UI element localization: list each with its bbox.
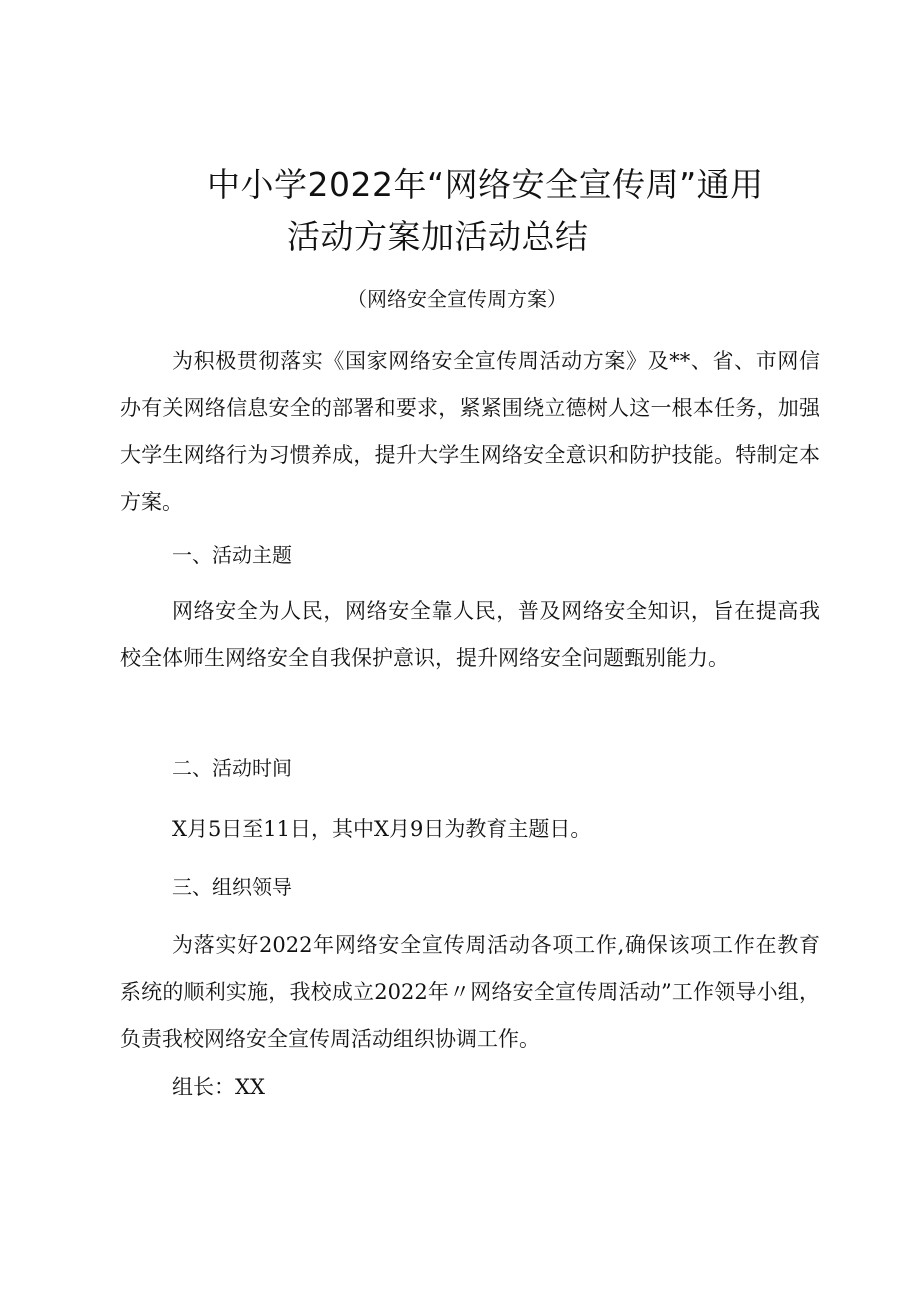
intro-paragraph: 为积极贯彻落实《国家网络安全宣传周活动方案》及**、省、市网信办有关网络信息安全的部署和要求，紧紧围绕立德树人这一根本任务，加强大学生网络行为习惯养成，提升大学生网络安全意识和防护技能。特制定本方案。 [120,349,820,514]
document-title-line-1: 中小学2022年“网络安全宣传周”通用 [207,165,764,204]
section-3-heading: 三、组织领导 [172,875,292,899]
document-title-line-2: 活动方案加活动总结 [287,217,589,256]
section-1-heading: 一、活动主题 [172,543,292,567]
group-leader-line: 组长：XX [172,1075,265,1099]
section-2-paragraph: X月5日至11日，其中X月9日为教育主题日。 [172,817,592,841]
section-3-paragraph: 为落实好2022年网络安全宣传周活动各项工作,确保该项工作在教育系统的顺利实施，我校成立2022年〃网络安全宣传周活动”工作领导小组，负责我校网络安全宣传周活动组织协调工作。 [120,933,820,1051]
document-subtitle: （网络安全宣传周方案） [347,287,567,311]
section-2-heading: 二、活动时间 [172,756,292,780]
section-1-paragraph: 网络安全为人民，网络安全靠人民，普及网络安全知识，旨在提高我校全体师生网络安全自我保护意识，提升网络安全问题甄别能力。 [120,599,820,670]
